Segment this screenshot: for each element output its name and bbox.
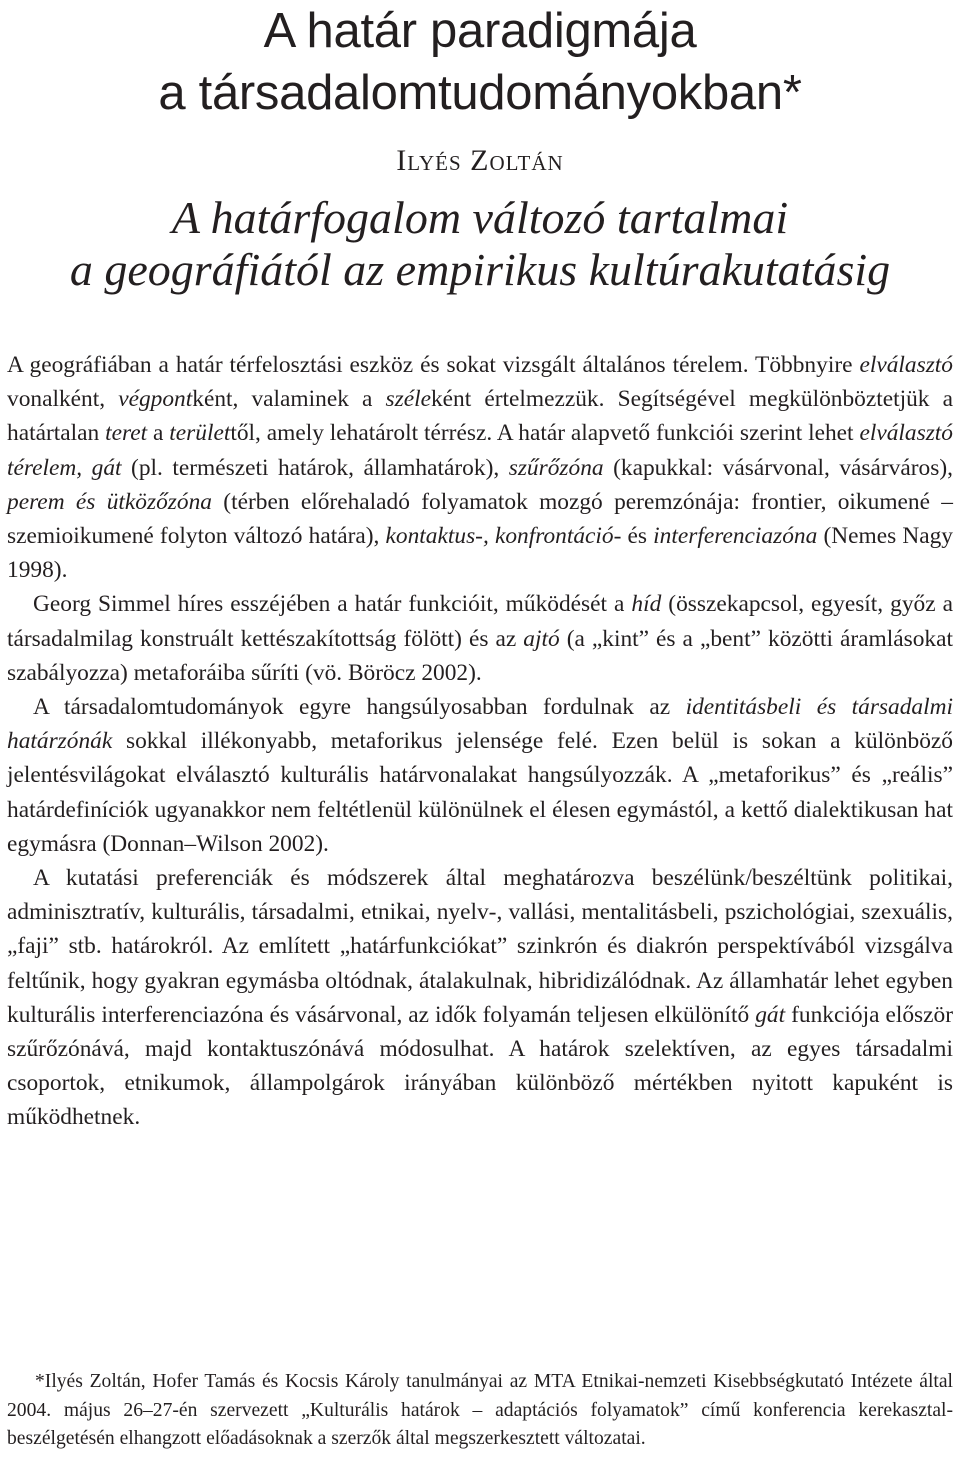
italic-term: teret [105,420,148,447]
body-paragraph [7,587,953,690]
body-paragraph [7,690,953,861]
italic-term: interferenciazóna [653,523,818,550]
text-run: A társadalomtudományok egyre hangsúlyosabban fordulnak az [33,694,686,721]
italic-term: elválasztó [859,352,953,378]
title-line-1: A határ paradigmája [263,4,697,58]
italic-term: terület [169,420,231,447]
italic-term: gát [755,1001,786,1028]
italic-term: identitásbeli és társadalmi határzónák [7,694,954,755]
italic-term: perem és ütközőzóna [7,488,212,515]
text-run: től, amely lehatárolt térrész. A határ alapvető funkciói szerint lehet [230,420,860,447]
text-run: (pl. természeti határok, államhatárok), [121,454,509,481]
italic-term: híd [631,591,662,618]
italic-term: végpont [118,386,193,413]
italic-term: szűrőzóna [508,454,604,481]
section-subtitle [7,192,953,296]
text-run: a [147,420,170,447]
italic-term: ajtó [523,625,560,652]
subtitle-line-1: A határfogalom változó tartalmai [171,192,789,243]
text-run: (kapukkal: vásárvonal, vásárváros), [603,454,953,481]
text-run: ként, valaminek a [192,386,386,413]
body-paragraph [7,348,953,587]
article-title [7,0,953,124]
text-run: A kutatási preferenciák és módszerek által meghatározva beszélünk/beszéltünk politikai, adminisztratív, kulturális, társadalmi, etnikai, nyelv-, vallási, mentalitásbeli, pszichológiai, szexuális, „faji” stb. határokról. Az említett „határfunkciókat” szinkrón és diakrón perspektívából vizsgálva feltűnik, hogy gyakran egymásba oltódnak, átalakulnak, hibridizálódnak. Az államhatár lehet egyben kulturális interferenciazóna és vásárvonal, az idők folyamán teljesen elkülönítő [7,865,953,1028]
article-body [7,348,953,1135]
text-run: sokkal illékonyabb, metaforikus jelensége felé. Ezen belül is sokan a különböző jelentésvilágokat elválasztó kulturális határvonalakat hangsúlyozzák. A „metaforikus” és „reális” határdefiníciók ugyanakkor nem feltétlenül különülnek el élesen egymástól, a kettő dialektikusan hat egymásra (Donnan–Wilson 2002). [7,728,953,857]
text-run: vonalként, [7,386,119,413]
italic-term: elválasztó térelem, gát [7,420,954,481]
italic-term: kontaktus-, konfrontáció- [385,523,622,550]
author-name: Ilyés Zoltán [396,144,564,177]
text-run: (térben előrehaladó folyamatok mozgó peremzónája: frontier, oikumené – szemioikumené folyton változó határa), [7,488,953,550]
text-run: (összekapcsol, egyesít, győz a társadalmilag konstruált kettészakítottság fölött) és az [7,591,953,652]
text-run: funkciója először szűrőzónává, majd kontaktuszónává módosulhat. A határok szelektíven, az egyes társadalmi csoportok, etnikumok, állampolgárok irányában különböző mértékben nyitott kapuként is működhetnek. [7,1001,953,1131]
text-run: Georg Simmel híres esszéjében a határ funkcióit, működését a [33,591,632,618]
footnote-text: *Ilyés Zoltán, Hofer Tamás és Kocsis Károly tanulmányai az MTA Etnikai-nemzeti Kisebbségkutató Intézete által 2004. május 26–27-én szervezett „Kulturális határok – adaptációs folyamatok” című konferencia kerekasztal-beszélgetésén elhangzott előadásoknak a szerzők által megszerkesztett változatai. [7,1371,953,1449]
text-run: (a „kint” és a „bent” közötti áramlásokat szabályozza) metaforáiba sűríti (vö. Böröcz 2002). [7,625,953,686]
text-run: A geográfiában a határ térfelosztási eszköz és sokat vizsgált általános térelem. Többnyire [7,352,860,378]
italic-term: széle [385,386,431,413]
footnote [7,1368,953,1454]
body-paragraph [7,861,953,1135]
text-run: ként értelmezzük. Segítségével megkülönböztetjük a határtalan [7,386,953,447]
title-line-2: a társadalomtudományokban* [158,66,802,120]
subtitle-line-2: a geográfiától az empirikus kultúrakutatásig [69,244,891,295]
text-run: és [621,523,654,550]
text-run: (Nemes Nagy 1998). [7,523,953,584]
